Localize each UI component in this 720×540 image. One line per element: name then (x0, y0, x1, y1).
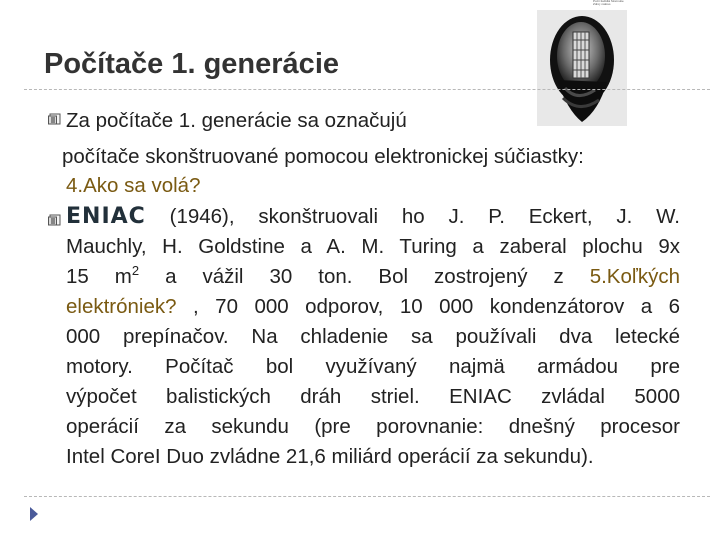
question-5: 5.Koľkých (589, 265, 681, 288)
bullet-2-line: motory. Počítač bol využívaný najmä armádou pre (66, 355, 680, 378)
triangle-right-icon[interactable] (30, 507, 38, 521)
footer-divider (24, 496, 710, 497)
photo-caption (593, 0, 653, 7)
vacuum-tube-photo (537, 10, 627, 126)
bullet-2-line: výpočet balistických dráh striel. ENIAC zvládal 5000 (66, 385, 680, 408)
bullet-2-text: (1946), skonštruovali ho J. P. Eckert, J. W. (145, 205, 680, 228)
bullet-icon (48, 112, 62, 126)
bullet-2-line (66, 292, 680, 322)
bullet-2-text: a vážil 30 ton. Bol zostrojený z (139, 265, 590, 288)
bullet-1-line-1: Za počítače 1. generácie sa označujú (66, 109, 407, 132)
bullet-2-text: , 70 000 odporov, 10 000 kondenzátorov a 6 (176, 295, 680, 318)
title-divider (24, 89, 710, 90)
bullet-2-text: 15 m (66, 265, 132, 288)
photo-caption-line: Pozri tlačidlá Stretnutie (593, 0, 624, 3)
superscript: 2 (131, 263, 140, 278)
bullet-2-paragraph (66, 202, 680, 472)
slide-title: Počítače 1. generácie (44, 48, 339, 80)
bullet-2-line (66, 262, 680, 292)
bullet-1-line-2: počítače skonštruované pomocou elektronickej súčiastky: (62, 145, 584, 168)
bullet-2-line: 000 prepínačov. Na chladenie sa používali dva letecké (66, 325, 680, 348)
vacuum-tube-image (537, 10, 627, 126)
bullet-2-line: Mauchly, H. Goldstine a A. M. Turing a zaberal plochu 9x (66, 235, 680, 258)
bullet-2-line: Intel CoreI Duo zvládne 21,6 miliárd operácií za sekundu). (66, 445, 594, 468)
question-5-cont: elektróniek? (66, 295, 177, 318)
bullet-1-question: 4.Ako sa volá? (66, 174, 201, 197)
photo-caption-line: Zdroj: nákres (593, 2, 611, 7)
bullet-2-line: operácií za sekundu (pre porovnanie: dnešný procesor (66, 415, 680, 438)
eniac-heading: ENIAC (66, 204, 146, 229)
bullet-2-line (66, 202, 680, 232)
bullet-icon (48, 213, 62, 227)
